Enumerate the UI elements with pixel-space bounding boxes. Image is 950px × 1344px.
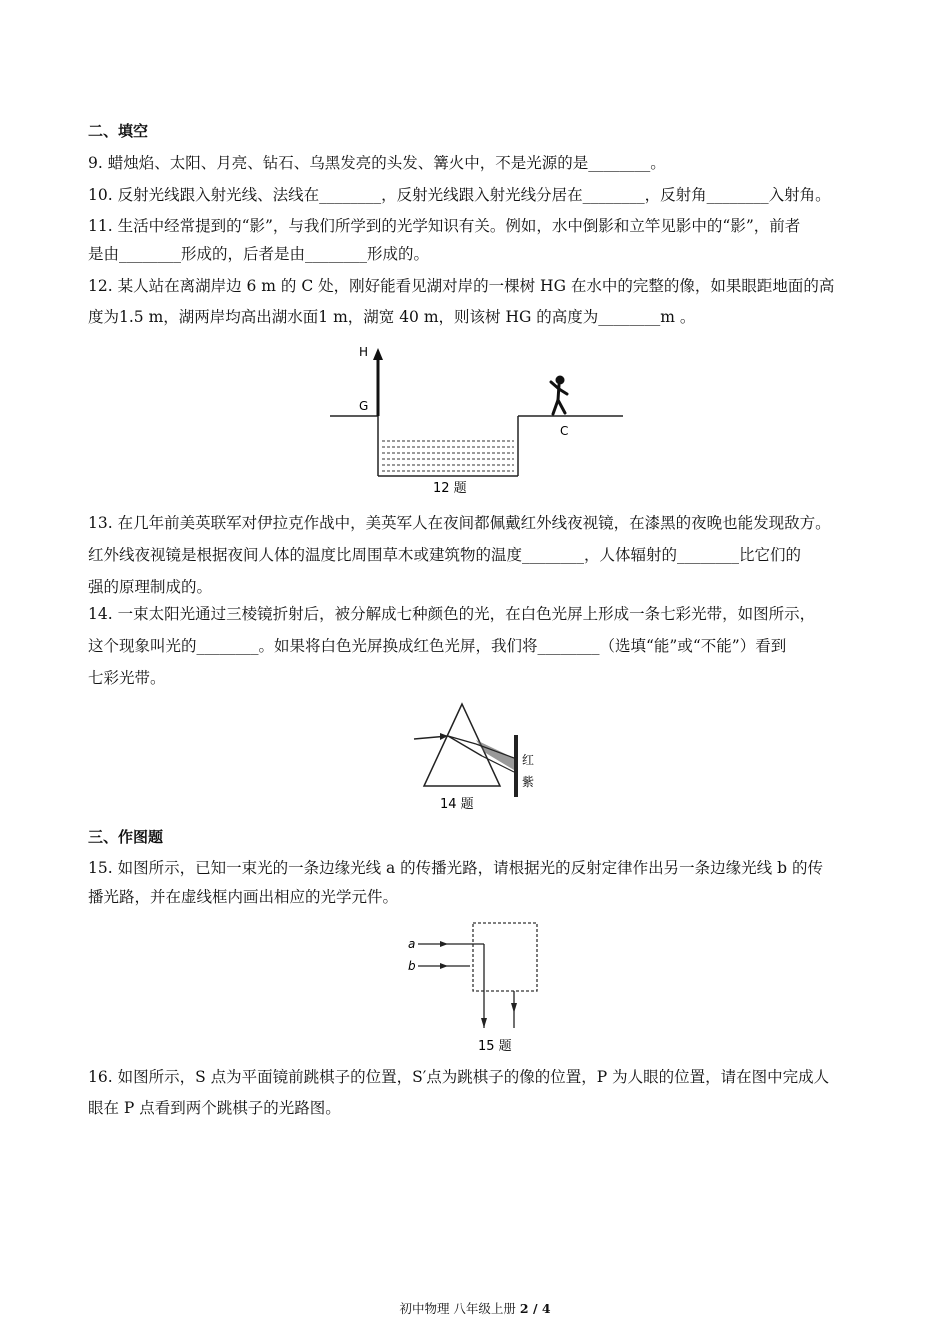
figure-15-optics-box	[400, 915, 550, 1060]
label-a: a	[408, 937, 416, 951]
question-11-line-1: 11. 生活中经常提到的“影”，与我们所学到的光学知识有关。例如，水中倒影和立竿见影中的“影”，前者	[88, 217, 801, 235]
question-16-line-1: 16. 如图所示，S 点为平面镜前跳棋子的位置，S′点为跳棋子的像的位置，P 为人眼的位置，请在图中完成人	[88, 1068, 830, 1086]
footer-text: 初中物理 八年级上册	[399, 1301, 520, 1316]
question-15-line-1: 15. 如图所示，已知一束光的一条边缘光线 a 的传播光路，请根据光的反射定律作出另一条边缘光线 b 的传	[88, 859, 823, 877]
label-c: C	[560, 424, 569, 438]
section-heading-drawing: 三、作图题	[88, 828, 164, 846]
question-14-line-1: 14. 一束太阳光通过三棱镜折射后，被分解成七种颜色的光，在白色光屏上形成一条七彩光带，如图所示，	[88, 605, 816, 623]
figure-12-lake-diagram	[325, 338, 625, 498]
question-13-line-3: 强的原理制成的。	[88, 578, 213, 596]
figure-14-caption: 14 题	[440, 797, 474, 812]
figure-14-prism-diagram	[410, 700, 560, 815]
screen-icon	[514, 735, 518, 797]
question-12-line-2: 度为1.5 m，湖两岸均高出湖水面1 m，湖宽 40 m，则该树 HG 的高度为________m 。	[88, 308, 696, 326]
question-9: 9. 蜡烛焰、太阳、月亮、钻石、乌黑发亮的头发、篝火中，不是光源的是________。	[88, 154, 666, 172]
question-13-line-1: 13. 在几年前美英联军对伊拉克作战中，美英军人在夜间都佩戴红外线夜视镜，在漆黑的夜晚也能发现敌方。	[88, 514, 831, 532]
arrow-head-icon	[373, 348, 383, 360]
question-13-line-2: 红外线夜视镜是根据夜间人体的温度比周围草木或建筑物的温度________，人体辐射的________比它们的	[88, 546, 802, 564]
label-b: b	[408, 959, 416, 973]
figure-15-caption: 15 题	[478, 1039, 512, 1054]
section-heading-fill-blank: 二、填空	[88, 122, 149, 140]
question-12-line-1: 12. 某人站在离湖岸边 6 m 的 C 处，刚好能看见湖对岸的一棵树 HG 在水中的完整的像，如果眼距地面的高	[88, 277, 835, 295]
question-14-line-2: 这个现象叫光的________。如果将白色光屏换成红色光屏，我们将________（选填“能”或“不能”）看到	[88, 637, 787, 655]
label-red: 红	[522, 753, 535, 767]
question-16-line-2: 眼在 P 点看到两个跳棋子的光路图。	[88, 1099, 341, 1117]
question-11-line-2: 是由________形成的，后者是由________形成的。	[88, 245, 430, 263]
dashed-frame	[473, 923, 537, 991]
label-purple: 紫	[522, 775, 535, 789]
page-number: 2 / 4	[519, 1301, 551, 1316]
question-14-line-3: 七彩光带。	[88, 669, 166, 687]
question-10: 10. 反射光线跟入射光线、法线在________，反射光线跟入射光线分居在________，反射角________入射角。	[88, 186, 831, 204]
label-g: G	[359, 399, 369, 413]
person-icon	[551, 376, 567, 415]
question-15-line-2: 播光路，并在虚线框内画出相应的光学元件。	[88, 888, 399, 906]
page-footer	[0, 1299, 950, 1317]
figure-12-caption: 12 题	[433, 481, 467, 496]
label-h: H	[359, 345, 369, 359]
